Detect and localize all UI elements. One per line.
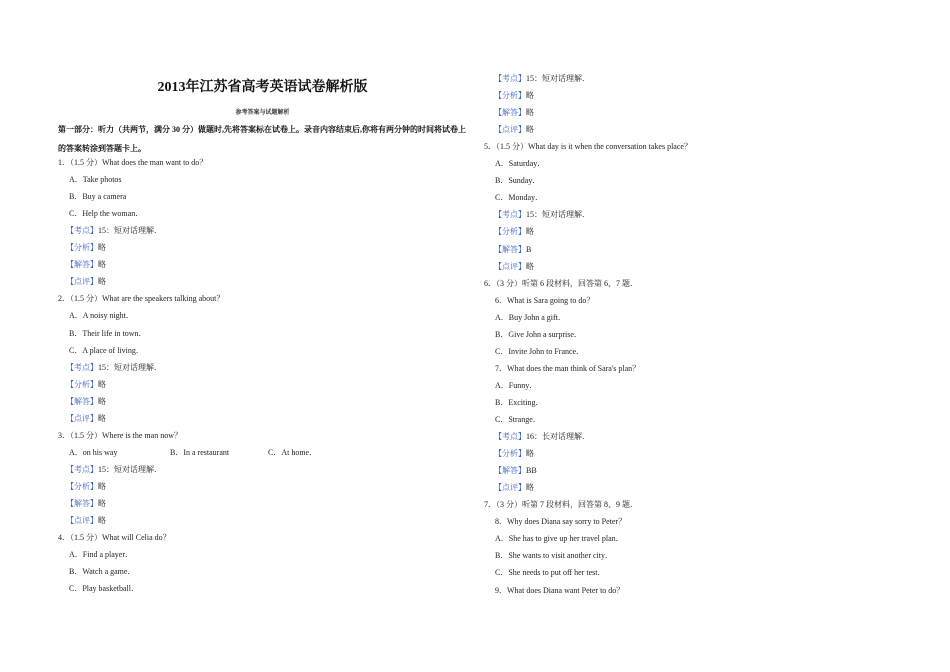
option-line: B．Buy a camera (69, 192, 127, 202)
option-line: 8．Why does Diana say sorry to Peter？ (495, 517, 627, 527)
analysis-line (494, 244, 531, 256)
analysis-line (66, 259, 106, 271)
analysis-value: 略 (98, 260, 106, 270)
analysis-value: B (526, 244, 532, 254)
option-c: C．At home． (268, 447, 318, 457)
question-line: 7．（3 分）听第 7 段材料，回答第 8、9 题． (484, 500, 638, 510)
option-line: C．She needs to put off her test． (495, 568, 606, 578)
option-line: 6．What is Sara going to do？ (495, 295, 595, 305)
page-subtitle: 参考答案与试题解析 (235, 110, 290, 116)
analysis-tag: 【点评】 (494, 125, 526, 135)
analysis-value: 略 (526, 483, 534, 493)
option-a: A．on his way (69, 447, 118, 457)
analysis-value: 15：短对话理解． (526, 210, 590, 220)
question-line: 3．（1.5 分）Where is the man now？ (58, 430, 182, 440)
analysis-tag: 【分析】 (494, 449, 526, 459)
analysis-line (494, 482, 534, 494)
analysis-line (494, 261, 534, 273)
analysis-line (66, 413, 106, 425)
analysis-value: 略 (98, 516, 106, 526)
analysis-value: 15：短对话理解． (526, 74, 590, 83)
analysis-line (66, 225, 162, 237)
option-line: C．Monday． (495, 193, 543, 203)
analysis-tag: 【解答】 (494, 466, 526, 476)
analysis-value: 略 (98, 499, 106, 508)
option-line: C．Help the woman． (69, 209, 144, 219)
analysis-line (494, 226, 534, 238)
analysis-value: 略 (98, 379, 106, 389)
analysis-line (494, 107, 534, 119)
analysis-tag: 【解答】 (66, 260, 98, 270)
analysis-value: 略 (526, 108, 534, 118)
analysis-line (66, 481, 106, 493)
page-title: 2013年江苏省高考英语试卷解析版 (157, 80, 368, 95)
analysis-line (494, 90, 534, 102)
question-line: 2．（1.5 分）What are the speakers talking about？ (58, 294, 225, 304)
analysis-value: 略 (98, 277, 106, 287)
question-line: 1．（1.5 分）What does the man want to do？ (58, 158, 208, 167)
analysis-tag: 【考点】 (66, 362, 98, 372)
analysis-tag: 【考点】 (494, 432, 526, 442)
analysis-tag: 【点评】 (494, 483, 526, 493)
option-line: B．Their life in town． (69, 328, 147, 338)
analysis-line (66, 379, 106, 391)
analysis-tag: 【解答】 (66, 396, 98, 406)
analysis-line (66, 362, 162, 374)
analysis-value: 16：长对话理解． (526, 432, 590, 442)
option-line: A．Buy John a gift． (495, 312, 566, 322)
analysis-line (494, 124, 534, 136)
question-line: 6．（3 分）听第 6 段材料，回答第 6、7 题． (484, 278, 638, 288)
analysis-tag: 【分析】 (66, 481, 98, 491)
option-line: C．A place of living． (69, 345, 144, 355)
analysis-line (494, 431, 590, 443)
analysis-tag: 【解答】 (494, 108, 526, 118)
analysis-value: 略 (98, 243, 106, 253)
question-line: 4．（1.5 分）What will Celia do？ (58, 533, 171, 543)
analysis-value: 略 (526, 261, 534, 271)
analysis-tag: 【解答】 (66, 499, 98, 508)
analysis-line (66, 276, 106, 288)
analysis-tag: 【考点】 (66, 464, 98, 474)
analysis-line (494, 209, 590, 221)
analysis-tag: 【点评】 (66, 277, 98, 287)
analysis-value: 略 (98, 413, 106, 423)
option-line: 9．What does Diana want Peter to do？ (495, 585, 625, 595)
analysis-tag: 【解答】 (494, 244, 526, 254)
option-b: B．In a restaurant (170, 447, 230, 457)
option-line: A．Take photos (69, 175, 122, 185)
analysis-value: 略 (526, 227, 534, 237)
analysis-line (66, 515, 106, 527)
analysis-tag: 【考点】 (494, 210, 526, 220)
analysis-tag: 【分析】 (66, 243, 98, 253)
analysis-line (66, 242, 106, 254)
analysis-tag: 【点评】 (66, 516, 98, 526)
analysis-tag: 【分析】 (494, 91, 526, 101)
option-line: 7．What does the man think of Sara's plan？ (495, 363, 641, 373)
analysis-tag: 【分析】 (494, 227, 526, 237)
option-line: A．Funny． (495, 380, 538, 390)
analysis-value: 15：短对话理解． (98, 226, 162, 236)
option-line: C．Play basketball． (69, 584, 139, 594)
option-line: B．Give John a surprise． (495, 329, 582, 339)
option-line: C．Strange． (495, 415, 541, 424)
option-line: A．She has to give up her travel plan． (495, 534, 624, 544)
analysis-value: BB (526, 466, 537, 476)
analysis-value: 略 (526, 449, 534, 459)
analysis-tag: 【分析】 (66, 379, 98, 389)
option-line: A．Saturday． (495, 159, 546, 169)
option-line: B．Sunday． (495, 176, 541, 186)
section-intro: 第一部分：听力（共两节，满分 30 分）做题时,先将答案标在试卷上。录音内容结束后,你将有两分钟的时间将试卷上的答案转涂到答题卡上。 (58, 125, 466, 153)
analysis-value: 略 (98, 396, 106, 406)
analysis-line (494, 465, 537, 477)
option-line: B．Exciting． (495, 397, 544, 407)
option-line: B．Watch a game． (69, 567, 136, 577)
analysis-line (66, 464, 162, 476)
analysis-line (66, 498, 106, 510)
analysis-tag: 【点评】 (66, 413, 98, 423)
analysis-tag: 【点评】 (494, 261, 526, 271)
analysis-value: 略 (526, 91, 534, 101)
option-line: C．Invite John to France． (495, 346, 585, 356)
analysis-line (66, 396, 106, 408)
option-line: A．Find a player． (69, 550, 133, 560)
analysis-value: 略 (526, 125, 534, 135)
analysis-value: 15：短对话理解． (98, 362, 162, 372)
analysis-line (494, 73, 590, 85)
analysis-tag: 【考点】 (494, 74, 526, 83)
analysis-tag: 【考点】 (66, 226, 98, 236)
question-line: 5．（1.5 分）What day is it when the conversation takes place？ (484, 142, 692, 152)
analysis-value: 略 (98, 481, 106, 491)
analysis-line (494, 448, 534, 460)
analysis-value: 15：短对话理解． (98, 464, 162, 474)
option-line: A．A noisy night． (69, 311, 134, 321)
option-line: B．She wants to visit another city． (495, 551, 613, 561)
